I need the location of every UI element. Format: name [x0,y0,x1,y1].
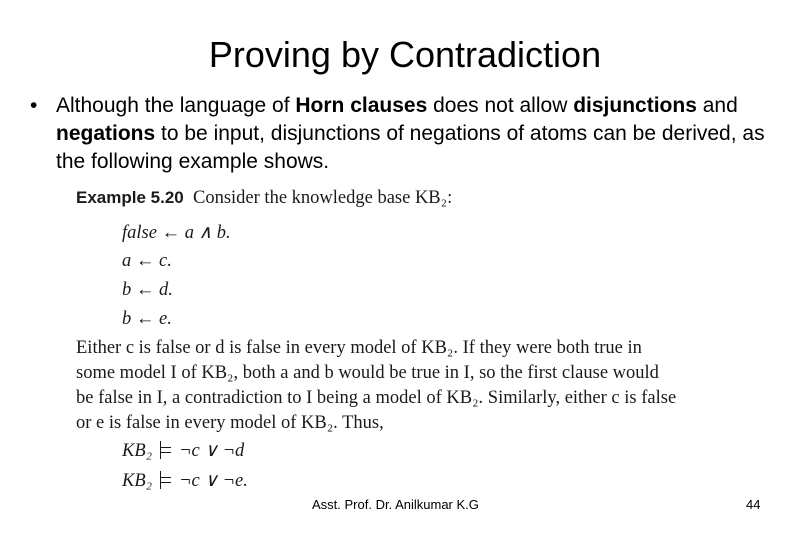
entailment-1-rhs: ¬c ∨ ¬d [179,441,245,461]
entailment-1-lhs: KB₂ [122,441,153,461]
rule-1: false ← a ∧ b. [122,223,231,243]
bullet-bold-horn-clauses: Horn clauses [295,94,428,117]
rule-2: a ← c. [122,251,172,271]
page-number: 44 [746,497,761,512]
paragraph-line-3: be false in I, a contradiction to I being a model of KB₂. Similarly, either c is false [76,388,677,408]
example-label: Example 5.20 [76,188,184,207]
bullet-text-2: does not allow [427,94,574,117]
entailment-2-rhs: ¬c ∨ ¬e. [179,471,248,491]
models-symbol-icon [160,441,173,459]
entailment-2-lhs: KB₂ [122,471,153,491]
example-paragraph [76,336,736,436]
bullet-text-1: Although the language of [56,94,296,117]
slide-title: Proving by Contradiction [208,34,602,75]
paragraph-line-1: Either c is false or d is false in every model of KB₂. If they were both true in [76,338,642,358]
entailment-2 [122,470,248,492]
paragraph-line-2: some model I of KB₂, both a and b would be true in I, so the first clause would [76,363,659,383]
bullet-item [30,92,780,176]
example-intro: Consider the knowledge base KB₂: [193,188,453,208]
rule-4: b ← e. [122,309,172,329]
bullet-text-3: and [696,94,738,117]
footer-author: Asst. Prof. Dr. Anilkumar K.G [312,497,479,512]
bullet-bold-negations: negations [56,122,156,145]
bullet-marker: • [30,94,38,117]
paragraph-line-4: or e is false in every model of KB₂. Thus, [76,413,384,433]
models-symbol-icon [160,471,173,489]
bullet-text-4: to be input, disjunctions of negations of atoms can be derived, as the following example shows. [56,122,765,173]
example-heading [76,188,452,209]
bullet-text [56,92,780,176]
entailment-1 [122,440,244,462]
bullet-bold-disjunctions: disjunctions [573,94,697,117]
rule-3: b ← d. [122,280,173,300]
